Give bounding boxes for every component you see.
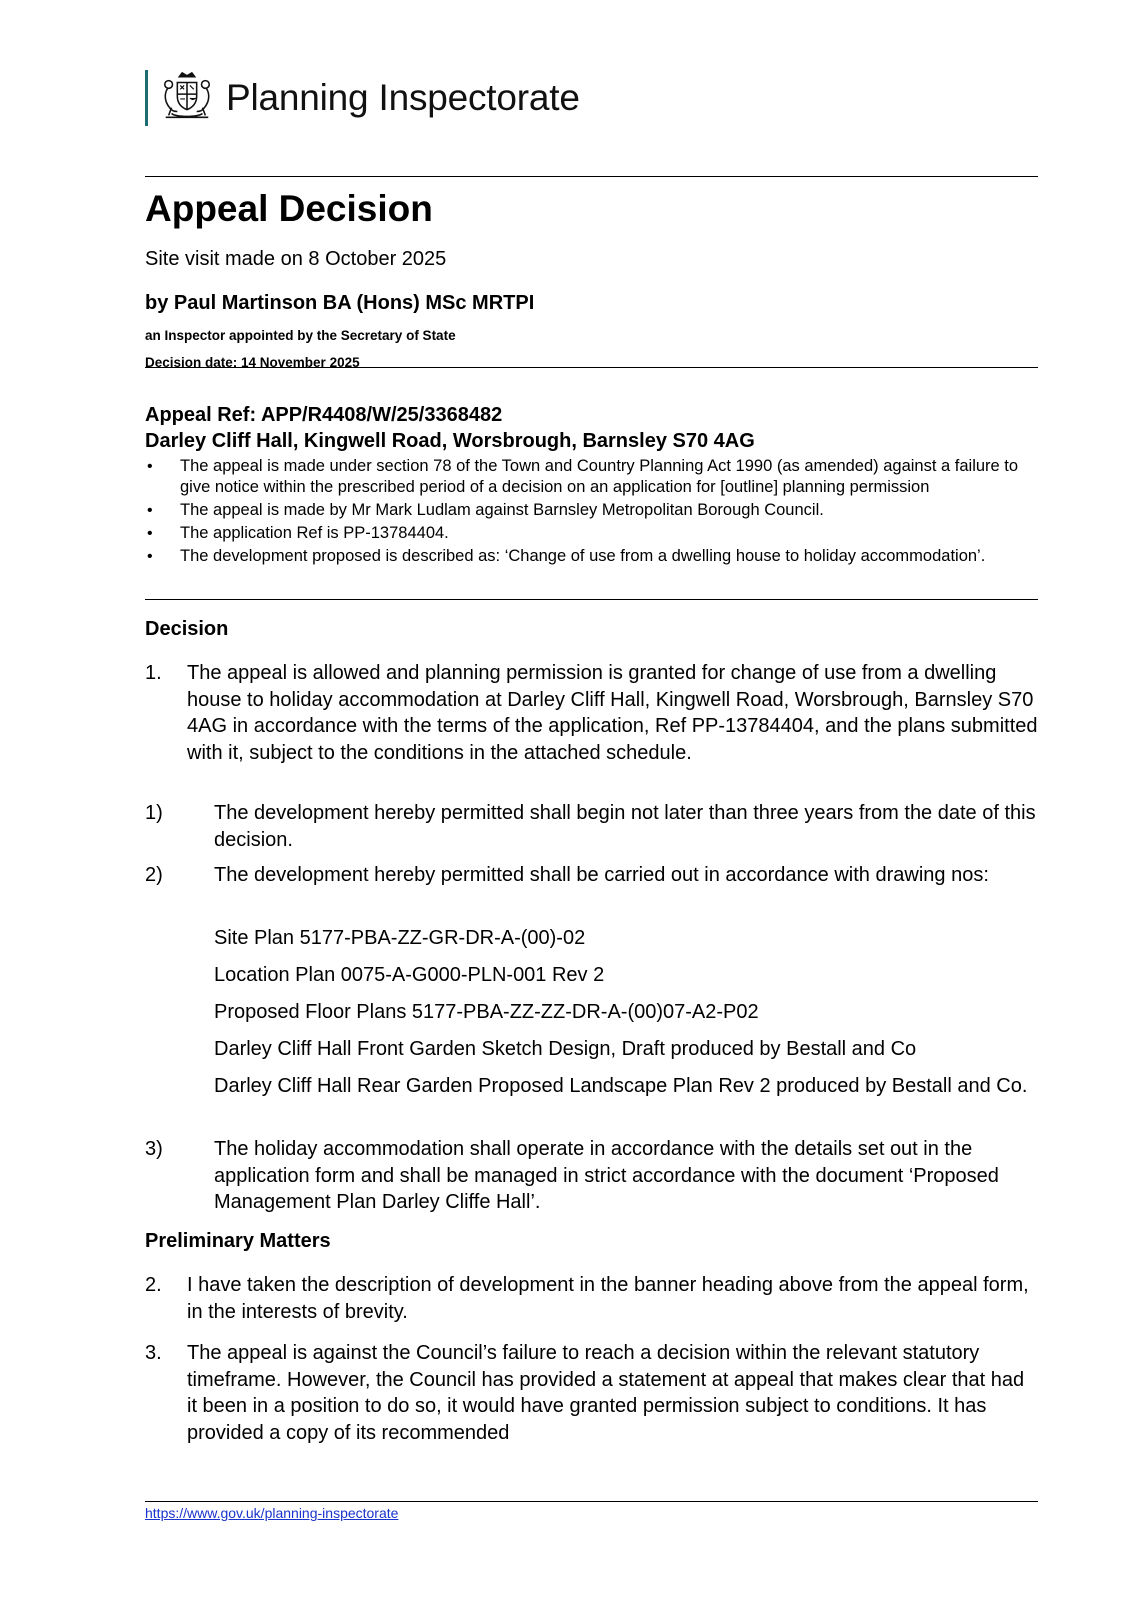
appeal-site-address: Darley Cliff Hall, Kingwell Road, Worsbrough, Barnsley S70 4AG bbox=[145, 430, 755, 452]
banner-top-divider bbox=[145, 367, 1038, 368]
list-item: • The development proposed is described as: ‘Change of use from a dwelling house to holiday accommodation’. bbox=[145, 546, 1038, 567]
list-item: • The application Ref is PP-13784404. bbox=[145, 523, 1038, 544]
paragraph-number: 3. bbox=[145, 1342, 162, 1364]
appeal-ref: Appeal Ref: APP/R4408/W/25/3368482 bbox=[145, 404, 503, 426]
decision-date: Decision date: 14 November 2025 bbox=[145, 355, 360, 370]
drawing-item: Darley Cliff Hall Rear Garden Proposed Landscape Plan Rev 2 produced by Bestall and Co. bbox=[214, 1075, 1028, 1097]
paragraph-text: I have taken the description of development in the banner heading above from the appeal form, in the interests of brevity. bbox=[187, 1274, 1029, 1323]
condition-number: 2) bbox=[145, 864, 163, 886]
condition-number: 3) bbox=[145, 1138, 163, 1160]
condition-text: The holiday accommodation shall operate in accordance with the details set out in the application form and shall be managed in strict accordance with the document ‘Proposed Management Plan Darley Cliffe Hall’. bbox=[214, 1138, 999, 1213]
preliminary-paragraph-3 bbox=[145, 1340, 1038, 1446]
decision-paragraph bbox=[145, 660, 1038, 766]
inspector-name: by Paul Martinson BA (Hons) MSc MRTPI bbox=[145, 292, 535, 314]
condition-text: The development hereby permitted shall begin not later than three years from the date of this decision. bbox=[214, 802, 1036, 851]
page-title: Appeal Decision bbox=[145, 188, 433, 229]
condition-2 bbox=[145, 862, 1038, 889]
condition-number: 1) bbox=[145, 802, 163, 824]
footer-divider bbox=[145, 1501, 1038, 1502]
inspector-appointment: an Inspector appointed by the Secretary of State bbox=[145, 328, 456, 343]
condition-3 bbox=[145, 1136, 1038, 1216]
org-name: Planning Inspectorate bbox=[226, 77, 580, 118]
site-visit-date: Site visit made on 8 October 2025 bbox=[145, 248, 447, 270]
condition-text: The development hereby permitted shall be carried out in accordance with drawing nos: bbox=[214, 864, 989, 886]
logo-accent-bar bbox=[145, 70, 148, 126]
drawing-item: Darley Cliff Hall Front Garden Sketch Design, Draft produced by Bestall and Co bbox=[214, 1038, 917, 1060]
preliminary-paragraph-2 bbox=[145, 1272, 1038, 1325]
list-item: • The appeal is made by Mr Mark Ludlam against Barnsley Metropolitan Borough Council. bbox=[145, 500, 1038, 521]
paragraph-number: 2. bbox=[145, 1274, 162, 1296]
planning-inspectorate-logo bbox=[145, 70, 580, 126]
paragraph-text: The appeal is against the Council’s failure to reach a decision within the relevant statutory timeframe. However, the Council has provided a statement at appeal that makes clear that had it been in a position to do so, it would have granted permission subject to conditions. It has provided a copy of its recommended bbox=[187, 1342, 1025, 1444]
appeal-banner bbox=[145, 402, 755, 454]
drawing-item: Location Plan 0075-A-G000-PLN-001 Rev 2 bbox=[214, 964, 605, 986]
banner-bottom-divider bbox=[145, 599, 1038, 600]
header-divider bbox=[145, 176, 1038, 177]
drawing-item: Proposed Floor Plans 5177-PBA-ZZ-ZZ-DR-A-(00)07-A2-P02 bbox=[214, 1001, 759, 1023]
condition-1 bbox=[145, 800, 1038, 853]
preliminary-matters-heading: Preliminary Matters bbox=[145, 1230, 331, 1252]
decision-heading: Decision bbox=[145, 618, 229, 640]
list-item: • The appeal is made under section 78 of the Town and Country Planning Act 1990 (as amended) against a failure to give notice within the prescribed period of a decision on an application for [outline] planning permission bbox=[145, 456, 1038, 498]
appeal-details-list bbox=[145, 456, 1038, 569]
paragraph-text: The appeal is allowed and planning permission is granted for change of use from a dwelling house to holiday accommodation at Darley Cliff Hall, Kingwell Road, Worsbrough, Barnsley S70 4AG in accordance with the terms of the application, Ref PP-13784404, and the plans submitted with it, subject to the conditions in the attached schedule. bbox=[187, 662, 1038, 764]
paragraph-number: 1. bbox=[145, 662, 162, 684]
footer-website-link[interactable]: https://www.gov.uk/planning-inspectorate bbox=[145, 1505, 399, 1521]
drawing-item: Site Plan 5177-PBA-ZZ-GR-DR-A-(00)-02 bbox=[214, 927, 586, 949]
royal-coat-of-arms-icon bbox=[158, 69, 216, 127]
